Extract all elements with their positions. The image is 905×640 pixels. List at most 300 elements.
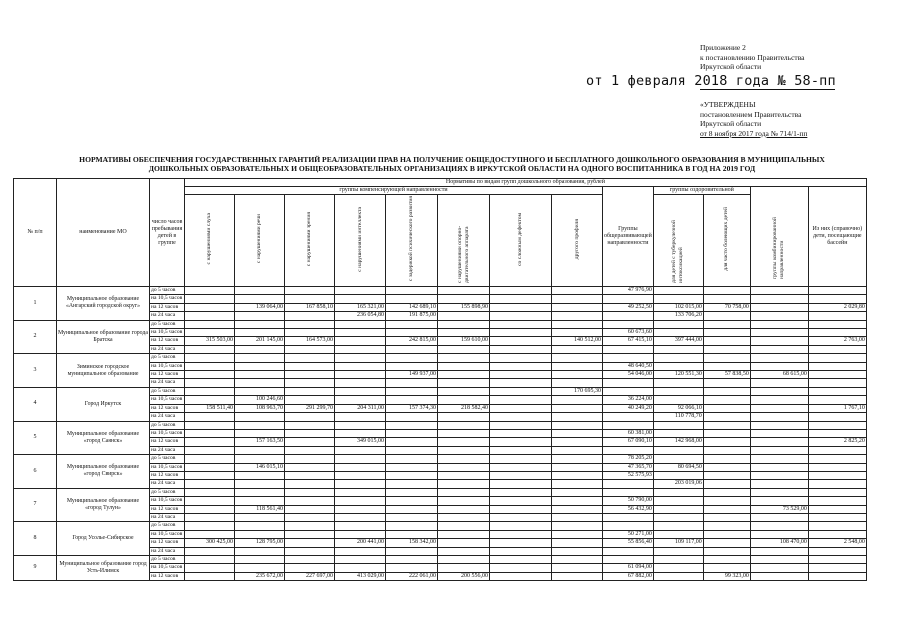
norm-value-cell: [703, 287, 750, 295]
municipality-name: Муниципальное образование «город Тулун»: [57, 488, 150, 522]
table-row: [14, 387, 867, 395]
norm-value-cell: [235, 455, 285, 463]
norm-value-cell: [808, 396, 866, 404]
norm-value-cell: [438, 312, 490, 320]
col-header-num: № п/п: [14, 179, 57, 287]
norms-table: [13, 178, 867, 581]
hours-label: на 10,5 часов: [150, 396, 185, 404]
norm-value-cell: [185, 488, 235, 496]
norm-value-cell: [750, 312, 808, 320]
norm-value-cell: 108 963,70: [235, 404, 285, 412]
norm-value-cell: [750, 421, 808, 429]
norm-value-cell: 142 689,10: [386, 303, 438, 311]
norm-value-cell: [490, 345, 552, 353]
title-line: ДОШКОЛЬНЫХ ОБРАЗОВАТЕЛЬНЫХ И ОБЩЕОБРАЗОВАТЕЛЬНЫХ ОРГАНИЗАЦИЯХ В ИРКУТСКОЙ ОБЛАСТИ НА ОДНОГО ВОСПИТАННИКА В ГОД НА 2019 ГОД: [148, 164, 756, 173]
norm-value-cell: [603, 446, 654, 454]
norm-value-cell: [438, 488, 490, 496]
norm-value-cell: [653, 455, 703, 463]
approved-line: «УТВЕРЖДЕНЫ: [700, 100, 756, 109]
norm-value-cell: [808, 362, 866, 370]
norm-value-cell: [490, 303, 552, 311]
norm-value-cell: [490, 404, 552, 412]
norm-value-cell: [335, 362, 386, 370]
col-header-combined: группы комбинированной направленности: [750, 187, 808, 287]
norm-value-cell: [808, 513, 866, 521]
norm-value-cell: [490, 513, 552, 521]
norm-value-cell: [808, 312, 866, 320]
norm-value-cell: [703, 564, 750, 572]
norm-value-cell: [185, 379, 235, 387]
norm-value-cell: [490, 564, 552, 572]
norm-value-cell: [703, 354, 750, 362]
norm-value-cell: [750, 413, 808, 421]
norm-value-cell: [438, 345, 490, 353]
norm-value-cell: 315 503,00: [185, 337, 235, 345]
norm-value-cell: [490, 522, 552, 530]
norm-value-cell: [490, 329, 552, 337]
norm-value-cell: [750, 396, 808, 404]
norm-value-cell: [490, 362, 552, 370]
norm-value-cell: [185, 455, 235, 463]
norm-value-cell: [386, 429, 438, 437]
norm-value-cell: [235, 371, 285, 379]
norm-value-cell: [185, 463, 235, 471]
norm-value-cell: [603, 488, 654, 496]
norm-value-cell: [335, 354, 386, 362]
municipality-name: Город Иркутск: [57, 387, 150, 421]
norm-value-cell: [335, 413, 386, 421]
norm-value-cell: [703, 539, 750, 547]
norm-value-cell: [750, 488, 808, 496]
norm-value-cell: [703, 497, 750, 505]
hours-label: на 10,5 часов: [150, 463, 185, 471]
norm-value-cell: [185, 396, 235, 404]
norm-value-cell: [490, 371, 552, 379]
norm-value-cell: [386, 471, 438, 479]
norm-value-cell: [653, 320, 703, 328]
norm-value-cell: [185, 505, 235, 513]
appendix-header: [700, 43, 804, 72]
norm-value-cell: [703, 429, 750, 437]
norm-value-cell: 349 015,00: [335, 438, 386, 446]
norm-value-cell: 36 224,00: [603, 396, 654, 404]
norm-value-cell: [438, 329, 490, 337]
norm-value-cell: [235, 379, 285, 387]
norm-value-cell: [235, 547, 285, 555]
table-row: [14, 522, 867, 530]
norm-value-cell: [235, 556, 285, 564]
norm-value-cell: [703, 320, 750, 328]
norm-value-cell: [438, 379, 490, 387]
norm-value-cell: [386, 295, 438, 303]
norm-value-cell: [490, 446, 552, 454]
norm-value-cell: [703, 379, 750, 387]
norm-value-cell: [552, 488, 603, 496]
norm-value-cell: 48 640,50: [603, 362, 654, 370]
norm-value-cell: 100 246,60: [235, 396, 285, 404]
norm-value-cell: [490, 354, 552, 362]
hours-label: до 5 часов: [150, 522, 185, 530]
norm-value-cell: [750, 446, 808, 454]
norm-value-cell: [438, 522, 490, 530]
hours-label: на 10,5 часов: [150, 362, 185, 370]
norm-value-cell: [653, 522, 703, 530]
approved-line: постановлением Правительства: [700, 109, 802, 119]
hours-label: до 5 часов: [150, 320, 185, 328]
norm-value-cell: [386, 329, 438, 337]
municipality-name: Город Усолье-Сибирское: [57, 522, 150, 556]
norm-value-cell: [335, 505, 386, 513]
norm-value-cell: [285, 429, 335, 437]
norm-value-cell: [335, 530, 386, 538]
norm-value-cell: [285, 413, 335, 421]
norm-value-cell: [438, 513, 490, 521]
norm-value-cell: 80 694,50: [653, 463, 703, 471]
norm-value-cell: [603, 413, 654, 421]
norm-value-cell: [438, 396, 490, 404]
norm-value-cell: 67 882,00: [603, 572, 654, 580]
appendix-line: Приложение 2: [700, 43, 746, 52]
norm-value-cell: 157 163,50: [235, 438, 285, 446]
table-row: [14, 455, 867, 463]
norm-value-cell: [750, 387, 808, 395]
norm-value-cell: [808, 413, 866, 421]
norm-value-cell: [335, 345, 386, 353]
norm-value-cell: [552, 421, 603, 429]
table-row: [14, 488, 867, 496]
norm-value-cell: 222 061,00: [386, 572, 438, 580]
hours-label: на 12 часов: [150, 371, 185, 379]
norm-value-cell: [703, 295, 750, 303]
norm-value-cell: [386, 564, 438, 572]
norm-value-cell: [603, 295, 654, 303]
hours-label: до 5 часов: [150, 354, 185, 362]
norm-value-cell: [603, 345, 654, 353]
norm-value-cell: [552, 404, 603, 412]
norm-value-cell: [235, 564, 285, 572]
norm-value-cell: 140 512,00: [552, 337, 603, 345]
norm-value-cell: [603, 312, 654, 320]
norm-value-cell: 78 205,20: [603, 455, 654, 463]
norm-value-cell: 40 249,20: [603, 404, 654, 412]
norm-value-cell: [653, 354, 703, 362]
norm-value-cell: [235, 497, 285, 505]
norm-value-cell: [285, 320, 335, 328]
norm-value-cell: [703, 455, 750, 463]
norm-value-cell: [552, 446, 603, 454]
norm-value-cell: [335, 295, 386, 303]
norm-value-cell: [438, 421, 490, 429]
norm-value-cell: 413 029,00: [335, 572, 386, 580]
norm-value-cell: [703, 471, 750, 479]
norm-value-cell: [438, 295, 490, 303]
norm-value-cell: [185, 564, 235, 572]
norm-value-cell: [386, 497, 438, 505]
norm-value-cell: [235, 354, 285, 362]
title-line: НОРМАТИВЫ ОБЕСПЕЧЕНИЯ ГОСУДАРСТВЕННЫХ ГАРАНТИЙ РЕАЛИЗАЦИИ ПРАВ НА ПОЛУЧЕНИЕ ОБЩЕДОСТУПНОГО И БЕСПЛАТНОГО ДОШКОЛЬНОГО ОБРАЗОВАНИЯ В МУНИЦИПАЛЬНЫХ: [79, 155, 825, 164]
norm-value-cell: [552, 572, 603, 580]
norm-value-cell: [552, 547, 603, 555]
municipality-name: Муниципальное образование «Ангарский городской округ»: [57, 287, 150, 321]
norm-value-cell: [438, 564, 490, 572]
norm-value-cell: 99 323,00: [703, 572, 750, 580]
norm-value-cell: [438, 429, 490, 437]
norm-value-cell: [653, 572, 703, 580]
norm-value-cell: [808, 463, 866, 471]
norm-value-cell: [750, 530, 808, 538]
hours-label: до 5 часов: [150, 421, 185, 429]
norm-value-cell: [703, 396, 750, 404]
norm-value-cell: [438, 547, 490, 555]
row-number: 7: [14, 488, 57, 522]
norm-value-cell: [552, 513, 603, 521]
norm-value-cell: [235, 530, 285, 538]
norm-value-cell: 60 673,60: [603, 329, 654, 337]
hours-label: на 12 часов: [150, 505, 185, 513]
norm-value-cell: [808, 429, 866, 437]
row-number: 9: [14, 556, 57, 581]
norm-value-cell: [653, 564, 703, 572]
norm-value-cell: 73 529,00: [750, 505, 808, 513]
norm-value-cell: [185, 295, 235, 303]
norm-value-cell: [386, 379, 438, 387]
hours-label: на 12 часов: [150, 572, 185, 580]
norm-value-cell: 60 381,00: [603, 429, 654, 437]
col-header-frequent-ill: для часто болеющих детей: [703, 195, 750, 287]
norm-value-cell: 109 117,00: [653, 539, 703, 547]
norm-value-cell: [235, 287, 285, 295]
norm-value-cell: 133 706,20: [653, 312, 703, 320]
col-header-vision: с нарушениями зрения: [285, 195, 335, 287]
norm-value-cell: 227 697,00: [285, 572, 335, 580]
norm-value-cell: [185, 530, 235, 538]
norm-value-cell: 118 561,40: [235, 505, 285, 513]
norm-value-cell: [285, 287, 335, 295]
norm-value-cell: 1 767,10: [808, 404, 866, 412]
norm-value-cell: [552, 497, 603, 505]
norm-value-cell: [386, 413, 438, 421]
norm-value-cell: [386, 287, 438, 295]
norm-value-cell: [703, 438, 750, 446]
hours-label: на 12 часов: [150, 438, 185, 446]
norm-value-cell: [386, 530, 438, 538]
norm-value-cell: [235, 329, 285, 337]
norm-value-cell: [653, 396, 703, 404]
norm-value-cell: [185, 497, 235, 505]
norm-value-cell: [703, 556, 750, 564]
norm-value-cell: [335, 287, 386, 295]
norm-value-cell: [285, 371, 335, 379]
norm-value-cell: [703, 345, 750, 353]
norm-value-cell: [490, 480, 552, 488]
norm-value-cell: [386, 522, 438, 530]
norm-value-cell: [235, 429, 285, 437]
norm-value-cell: [285, 387, 335, 395]
norm-value-cell: [335, 396, 386, 404]
norm-value-cell: [185, 572, 235, 580]
norm-value-cell: [235, 488, 285, 496]
norm-value-cell: [185, 522, 235, 530]
norm-value-cell: 157 374,30: [386, 404, 438, 412]
norm-value-cell: [808, 345, 866, 353]
norm-value-cell: [490, 387, 552, 395]
col-header-tuberculosis: для детей с туберкулезной интоксикацией: [653, 195, 703, 287]
norm-value-cell: [185, 371, 235, 379]
col-header-intellect: с нарушениями интеллекта: [335, 195, 386, 287]
norm-value-cell: [386, 446, 438, 454]
norm-value-cell: [235, 413, 285, 421]
norm-value-cell: [552, 438, 603, 446]
hours-label: на 24 часа: [150, 547, 185, 555]
norm-value-cell: [285, 513, 335, 521]
norm-value-cell: 61 094,00: [603, 564, 654, 572]
norm-value-cell: [386, 463, 438, 471]
norm-value-cell: [386, 505, 438, 513]
norm-value-cell: [750, 362, 808, 370]
norm-value-cell: [285, 505, 335, 513]
appendix-line: Иркутской области: [700, 62, 762, 71]
norm-value-cell: [653, 421, 703, 429]
norm-value-cell: [703, 446, 750, 454]
col-header-motor: с нарушениями опорно-двигательного аппарата: [438, 195, 490, 287]
norm-value-cell: [285, 312, 335, 320]
norm-value-cell: [185, 345, 235, 353]
municipality-name: Муниципальное образование города Братска: [57, 320, 150, 354]
norm-value-cell: [603, 421, 654, 429]
col-header-complex: со сложным дефектом: [490, 195, 552, 287]
norm-value-cell: [808, 446, 866, 454]
norm-value-cell: [703, 421, 750, 429]
norm-value-cell: 55 856,40: [603, 539, 654, 547]
hours-label: на 12 часов: [150, 337, 185, 345]
norm-value-cell: [750, 471, 808, 479]
norm-value-cell: [335, 480, 386, 488]
norm-value-cell: [552, 362, 603, 370]
norm-value-cell: [285, 362, 335, 370]
norm-value-cell: [185, 513, 235, 521]
norm-value-cell: [653, 513, 703, 521]
municipality-name: Муниципальное образование город Усть-Илимск: [57, 556, 150, 581]
norm-value-cell: 2 029,80: [808, 303, 866, 311]
norm-value-cell: [438, 362, 490, 370]
norm-value-cell: [335, 513, 386, 521]
col-header-compensating: группы компенсирующей направленности: [185, 187, 603, 195]
hours-label: на 12 часов: [150, 539, 185, 547]
norm-value-cell: 218 582,40: [438, 404, 490, 412]
norm-value-cell: [808, 471, 866, 479]
norm-value-cell: [335, 329, 386, 337]
norm-value-cell: [235, 320, 285, 328]
norm-value-cell: [552, 320, 603, 328]
norm-value-cell: [750, 480, 808, 488]
norm-value-cell: [552, 455, 603, 463]
norm-value-cell: [552, 505, 603, 513]
norm-value-cell: [808, 354, 866, 362]
norm-value-cell: [386, 362, 438, 370]
norm-value-cell: 165 321,00: [335, 303, 386, 311]
norm-value-cell: [285, 539, 335, 547]
norm-value-cell: [653, 379, 703, 387]
norm-value-cell: [185, 421, 235, 429]
norm-value-cell: [653, 556, 703, 564]
norm-value-cell: [490, 556, 552, 564]
norm-value-cell: [335, 429, 386, 437]
norm-value-cell: [552, 429, 603, 437]
norm-value-cell: [490, 455, 552, 463]
norm-value-cell: 110 778,70: [653, 413, 703, 421]
norm-value-cell: 167 858,10: [285, 303, 335, 311]
norm-value-cell: [653, 471, 703, 479]
norm-value-cell: [808, 480, 866, 488]
table-row: [14, 354, 867, 362]
municipality-name: Зиминское городское муниципальное образование: [57, 354, 150, 388]
norm-value-cell: [750, 429, 808, 437]
norm-value-cell: [386, 488, 438, 496]
norm-value-cell: [552, 480, 603, 488]
row-number: 5: [14, 421, 57, 455]
norm-value-cell: [185, 438, 235, 446]
norm-value-cell: [285, 463, 335, 471]
norm-value-cell: [653, 547, 703, 555]
norm-value-cell: [185, 413, 235, 421]
norm-value-cell: [438, 471, 490, 479]
norm-value-cell: [808, 379, 866, 387]
col-header-general: Группы общеразвивающей направленности: [603, 187, 654, 287]
norm-value-cell: 47 976,90: [603, 287, 654, 295]
norm-value-cell: [750, 438, 808, 446]
norm-value-cell: [335, 547, 386, 555]
norm-value-cell: 54 046,00: [603, 371, 654, 379]
norm-value-cell: 139 064,00: [235, 303, 285, 311]
norm-value-cell: [490, 287, 552, 295]
norm-value-cell: [808, 522, 866, 530]
norm-value-cell: [653, 530, 703, 538]
norm-value-cell: 2 825,20: [808, 438, 866, 446]
norm-value-cell: [808, 387, 866, 395]
hours-label: до 5 часов: [150, 387, 185, 395]
norm-value-cell: 170 695,30: [552, 387, 603, 395]
norm-value-cell: [185, 329, 235, 337]
norm-value-cell: [552, 522, 603, 530]
norm-value-cell: [285, 446, 335, 454]
norm-value-cell: [285, 421, 335, 429]
norm-value-cell: [750, 295, 808, 303]
norm-value-cell: 235 672,00: [235, 572, 285, 580]
norm-value-cell: [235, 421, 285, 429]
norm-value-cell: [335, 556, 386, 564]
hours-label: на 10,5 часов: [150, 564, 185, 572]
norm-value-cell: [386, 345, 438, 353]
norm-value-cell: [603, 547, 654, 555]
norm-value-cell: 92 066,10: [653, 404, 703, 412]
norm-value-cell: [335, 379, 386, 387]
norm-value-cell: [490, 295, 552, 303]
row-number: 1: [14, 287, 57, 321]
norm-value-cell: [750, 547, 808, 555]
row-number: 2: [14, 320, 57, 354]
hours-label: на 24 часа: [150, 379, 185, 387]
norm-value-cell: [653, 345, 703, 353]
norm-value-cell: 47 365,70: [603, 463, 654, 471]
norm-value-cell: [185, 556, 235, 564]
norm-value-cell: [490, 505, 552, 513]
norm-value-cell: [703, 387, 750, 395]
norm-value-cell: [185, 320, 235, 328]
norm-value-cell: [438, 455, 490, 463]
hours-label: на 24 часа: [150, 513, 185, 521]
norm-value-cell: 52 575,93: [603, 471, 654, 479]
norm-value-cell: [285, 530, 335, 538]
